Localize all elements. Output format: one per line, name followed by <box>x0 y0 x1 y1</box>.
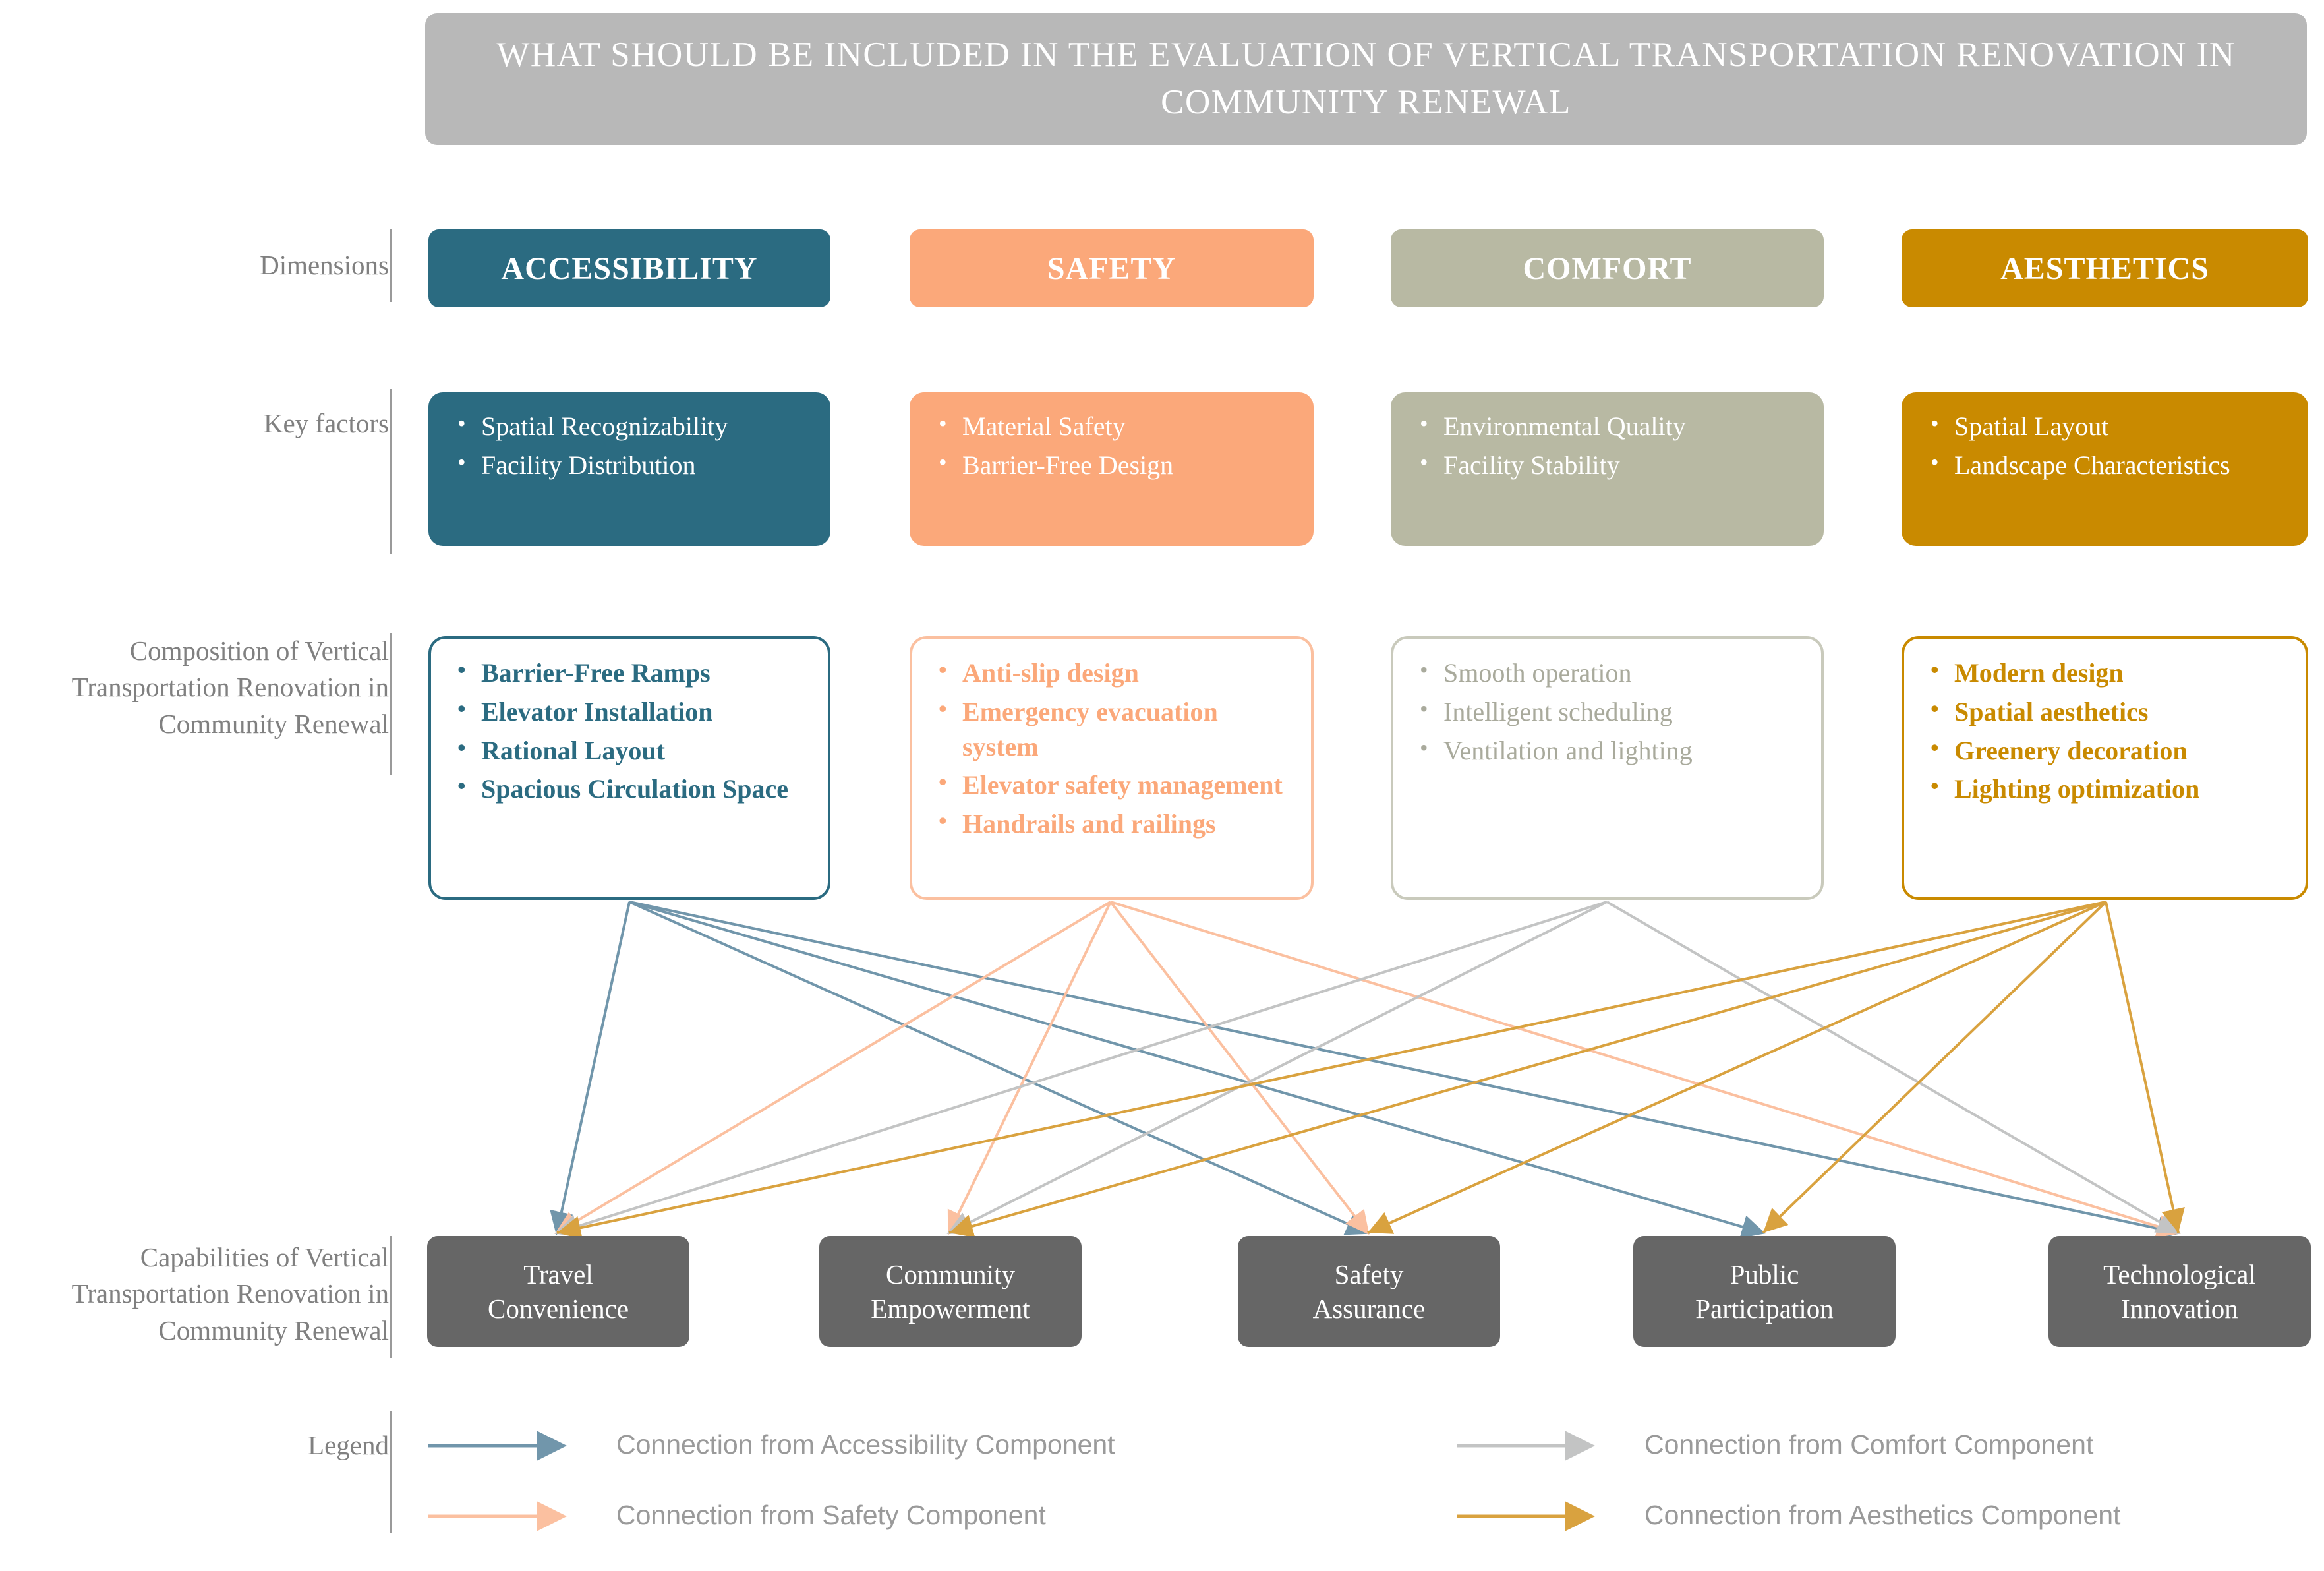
list-item: • Lighting optimization <box>1954 772 2288 807</box>
row-rule-capabilities <box>390 1236 392 1358</box>
legend-label-accessibility: Connection from Accessibility Component <box>616 1429 1115 1460</box>
list-item: • Elevator Installation <box>481 695 811 730</box>
list-item: • Landscape Characteristics <box>1954 448 2288 483</box>
capability-box-technological-innovation[interactable] <box>2048 1236 2311 1347</box>
list-item: • Greenery decoration <box>1954 734 2288 769</box>
list-item: • Elevator safety management <box>962 768 1294 803</box>
row-label-dimensions: Dimensions <box>260 250 389 280</box>
dimension-label: ACCESSIBILITY <box>501 251 758 286</box>
dimension-box-safety[interactable] <box>910 229 1314 307</box>
list-item: • Intelligent scheduling <box>1443 695 1804 730</box>
legend-label-comfort: Connection from Comfort Component <box>1644 1429 2094 1460</box>
composition-box-comfort[interactable] <box>1391 636 1824 900</box>
list-item: • Modern design <box>1954 656 2288 691</box>
row-label-legend: Legend <box>308 1430 389 1460</box>
capability-box-public-participation[interactable] <box>1633 1236 1896 1347</box>
capability-box-community-empowerment[interactable] <box>819 1236 1082 1347</box>
list-item: • Smooth operation <box>1443 656 1804 691</box>
list-item: • Material Safety <box>962 409 1294 444</box>
page-title: WHAT SHOULD BE INCLUDED IN THE EVALUATION OF VERTICAL TRANSPORTATION RENOVATION IN COMMUNITY RENEWAL <box>425 13 2307 145</box>
key-factors-box-accessibility[interactable] <box>428 392 830 546</box>
row-label-composition: Composition of Vertical Transportation Renovation in Community Renewal <box>71 636 389 739</box>
list-item: • Spacious Circulation Space <box>481 772 811 807</box>
row-label-key-factors: Key factors <box>263 408 389 438</box>
capability-box-travel-convenience[interactable] <box>427 1236 689 1347</box>
capability-box-safety-assurance[interactable] <box>1238 1236 1500 1347</box>
list-item: • Handrails and railings <box>962 807 1294 842</box>
key-factors-box-aesthetics[interactable] <box>1902 392 2308 546</box>
key-factors-box-safety[interactable] <box>910 392 1314 546</box>
dimension-box-aesthetics[interactable] <box>1902 229 2308 307</box>
composition-box-aesthetics[interactable] <box>1902 636 2308 900</box>
list-item: • Facility Stability <box>1443 448 1804 483</box>
list-item: • Barrier-Free Design <box>962 448 1294 483</box>
list-item: • Anti-slip design <box>962 656 1294 691</box>
capability-line2: Convenience <box>487 1293 629 1324</box>
row-rule-dimensions <box>390 229 392 302</box>
capability-line2: Assurance <box>1312 1293 1426 1324</box>
list-item: • Facility Distribution <box>481 448 811 483</box>
capability-line1: Technological <box>2103 1259 2256 1289</box>
dimension-label: AESTHETICS <box>2000 251 2209 286</box>
row-rule-composition <box>390 633 392 775</box>
row-rule-legend <box>390 1411 392 1533</box>
capability-line1: Travel <box>523 1259 593 1289</box>
legend-label-safety: Connection from Safety Component <box>616 1500 1046 1530</box>
list-item: • Emergency evacuation system <box>962 695 1294 765</box>
capability-line1: Community <box>886 1259 1015 1289</box>
composition-box-safety[interactable] <box>910 636 1314 900</box>
list-item: • Rational Layout <box>481 734 811 769</box>
row-label-capabilities: Capabilities of Vertical Transportation Renovation in Community Renewal <box>71 1242 389 1346</box>
row-rule-key-factors <box>390 389 392 554</box>
list-item: • Spatial aesthetics <box>1954 695 2288 730</box>
capability-line2: Empowerment <box>871 1293 1030 1324</box>
capability-line2: Innovation <box>2121 1293 2238 1324</box>
dimension-label: COMFORT <box>1523 251 1692 286</box>
capability-line1: Public <box>1729 1259 1799 1289</box>
dimension-box-accessibility[interactable] <box>428 229 830 307</box>
list-item: • Spatial Recognizability <box>481 409 811 444</box>
dimension-label: SAFETY <box>1047 251 1177 286</box>
list-item: • Ventilation and lighting <box>1443 734 1804 769</box>
capability-line2: Participation <box>1695 1293 1834 1324</box>
legend-label-aesthetics: Connection from Aesthetics Component <box>1644 1500 2121 1530</box>
key-factors-box-comfort[interactable] <box>1391 392 1824 546</box>
capability-line1: Safety <box>1334 1259 1404 1289</box>
list-item: • Barrier-Free Ramps <box>481 656 811 691</box>
composition-box-accessibility[interactable] <box>428 636 830 900</box>
list-item: • Environmental Quality <box>1443 409 1804 444</box>
list-item: • Spatial Layout <box>1954 409 2288 444</box>
dimension-box-comfort[interactable] <box>1391 229 1824 307</box>
